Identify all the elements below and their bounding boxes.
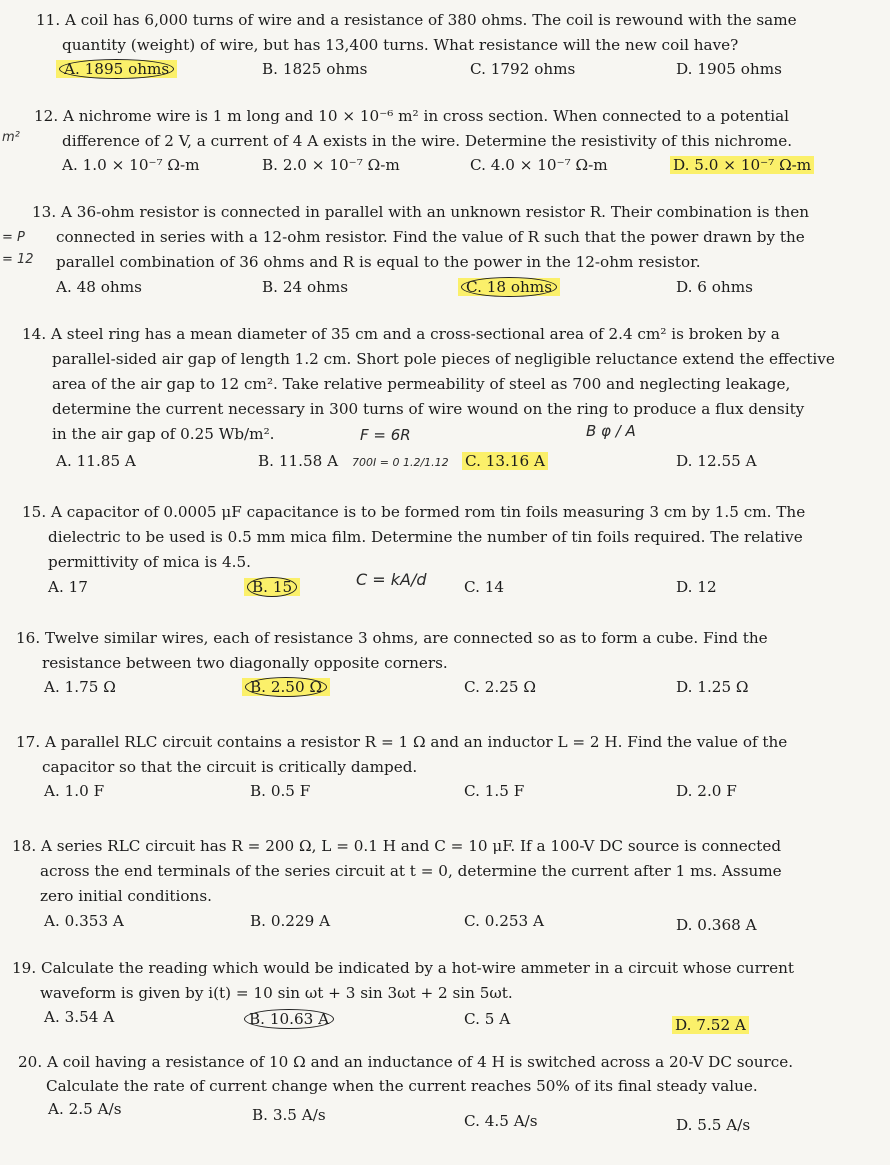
margin-note: = P — [2, 230, 25, 245]
question-number: 12. — [34, 107, 59, 125]
question-text-line: A capacitor of 0.0005 μF capacitance is to be formed rom tin foils measuring 3 cm by 1.5 cm. The — [50, 503, 806, 521]
question-text-line: parallel combination of 36 ohms and R is equal to the power in the 12-ohm resistor. — [56, 253, 701, 271]
question-number: 14. — [22, 325, 47, 343]
option-d[interactable]: D. 12.55 A — [676, 452, 757, 470]
option-b[interactable]: B. 11.58 A — [258, 452, 339, 470]
option-c[interactable] — [462, 450, 548, 472]
option-b[interactable] — [244, 1008, 334, 1030]
margin-note: m² — [2, 130, 20, 145]
question-text-line: A steel ring has a mean diameter of 35 cm and a cross-sectional area of 2.4 cm² is broken by a — [50, 325, 780, 343]
question-number: 19. — [12, 959, 37, 977]
option-a[interactable]: A. 11.85 A — [56, 452, 136, 470]
option-c[interactable]: C. 4.0 × 10⁻⁷ Ω-m — [470, 156, 608, 174]
highlighted-answer: D. 5.0 × 10⁻⁷ Ω-m — [670, 156, 814, 174]
option-a[interactable]: A. 17 — [48, 578, 88, 596]
highlighted-answer: C. 13.16 A — [462, 452, 548, 470]
question-text-line: A parallel RLC circuit contains a resistor R = 1 Ω and an inductor L = 2 H. Find the value of the — [44, 733, 788, 751]
question-text-line: A nichrome wire is 1 m long and 10 × 10⁻⁶ m² in cross section. When connected to a potential — [62, 107, 789, 125]
question-text-line: area of the air gap to 12 cm². Take relative permeability of steel as 700 and neglecting leakage, — [52, 375, 791, 393]
question-text-line: A 36-ohm resistor is connected in parallel with an unknown resistor R. Their combination is then — [60, 203, 809, 221]
option-a[interactable]: A. 3.54 A — [44, 1008, 115, 1026]
selected-option-circle: C. 18 ohms — [461, 277, 557, 297]
question-text-line: capacitor so that the circuit is critically damped. — [42, 758, 418, 776]
option-a[interactable]: A. 48 ohms — [56, 278, 142, 296]
option-d[interactable] — [670, 154, 814, 176]
question-text-line: Calculate the reading which would be indicated by a hot-wire ammeter in a circuit whose current — [40, 959, 794, 977]
selected-option-circle: A. 1895 ohms — [59, 59, 174, 79]
option-b[interactable]: B. 1825 ohms — [262, 60, 368, 78]
option-a[interactable]: A. 1.0 F — [44, 782, 105, 800]
handwritten-note: C = kA/d — [356, 570, 427, 589]
option-c[interactable]: C. 5 A — [464, 1010, 511, 1028]
option-d[interactable] — [672, 1014, 749, 1036]
option-d[interactable]: D. 5.5 A/s — [676, 1116, 751, 1134]
option-b[interactable]: B. 0.229 A — [250, 912, 331, 930]
question-text-line: parallel-sided air gap of length 1.2 cm. Short pole pieces of negligible reluctance extend the effective — [52, 350, 835, 368]
question-text-line: A coil having a resistance of 10 Ω and an inductance of 4 H is switched across a 20-V DC source. — [46, 1053, 794, 1071]
option-c[interactable]: C. 2.25 Ω — [464, 678, 536, 696]
question-text-line: dielectric to be used is 0.5 mm mica film. Determine the number of tin foils required. The relative — [48, 528, 803, 546]
option-d[interactable]: D. 1905 ohms — [676, 60, 782, 78]
question-text-line: in the air gap of 0.25 Wb/m². — [52, 425, 275, 443]
question-text-line: waveform is given by i(t) = 10 sin ωt + 3 sin 3ωt + 2 sin 5ωt. — [40, 984, 513, 1002]
option-b[interactable]: B. 3.5 A/s — [252, 1106, 326, 1124]
option-d[interactable]: D. 0.368 A — [676, 916, 757, 934]
question-number: 17. — [16, 733, 41, 751]
handwritten-note: B φ / A — [586, 422, 636, 440]
option-a[interactable]: A. 1.75 Ω — [44, 678, 116, 696]
option-b[interactable]: B. 2.0 × 10⁻⁷ Ω-m — [262, 156, 400, 174]
question-text-line: zero initial conditions. — [40, 887, 212, 905]
option-c[interactable] — [458, 276, 560, 298]
option-c[interactable]: C. 1792 ohms — [470, 60, 576, 78]
option-b[interactable]: B. 0.5 F — [250, 782, 311, 800]
question-text-line: permittivity of mica is 4.5. — [48, 553, 251, 571]
option-a[interactable]: A. 0.353 A — [44, 912, 124, 930]
margin-note: = 12 — [2, 252, 34, 267]
question-number: 13. — [32, 203, 57, 221]
option-c[interactable]: C. 4.5 A/s — [464, 1112, 538, 1130]
option-b[interactable] — [244, 576, 300, 598]
option-d[interactable]: D. 2.0 F — [676, 782, 737, 800]
highlighted-answer: D. 7.52 A — [672, 1016, 749, 1034]
question-text-line: difference of 2 V, a current of 4 A exists in the wire. Determine the resistivity of this nichrome. — [62, 132, 793, 150]
handwritten-note: 700I = 0 1.2/1.12 — [352, 456, 449, 469]
selected-option-circle: B. 15 — [247, 577, 297, 597]
question-number: 20. — [18, 1053, 43, 1071]
option-d[interactable]: D. 6 ohms — [676, 278, 753, 296]
option-c[interactable]: C. 14 — [464, 578, 505, 596]
option-b[interactable] — [242, 676, 330, 698]
question-text-line: resistance between two diagonally opposite corners. — [42, 654, 448, 672]
question-text-line: Calculate the rate of current change when the current reaches 50% of its final steady value. — [46, 1077, 758, 1095]
selected-option-circle: B. 10.63 A — [244, 1009, 334, 1029]
question-number: 11. — [36, 11, 61, 29]
question-text-line: quantity (weight) of wire, but has 13,400 turns. What resistance will the new coil have? — [62, 36, 739, 54]
question-number: 16. — [16, 629, 41, 647]
option-a[interactable]: A. 2.5 A/s — [48, 1100, 122, 1118]
option-c[interactable]: C. 0.253 A — [464, 912, 545, 930]
option-d[interactable]: D. 1.25 Ω — [676, 678, 749, 696]
question-number: 18. — [12, 837, 37, 855]
question-text-line: Twelve similar wires, each of resistance 3 ohms, are connected so as to form a cube. Find the — [44, 629, 768, 647]
option-b[interactable]: B. 24 ohms — [262, 278, 349, 296]
option-a[interactable]: A. 1.0 × 10⁻⁷ Ω-m — [62, 156, 200, 174]
question-text-line: A series RLC circuit has R = 200 Ω, L = 0.1 H and C = 10 μF. If a 100-V DC source is connected — [40, 837, 782, 855]
question-text-line: determine the current necessary in 300 turns of wire wound on the ring to produce a flux density — [52, 400, 805, 418]
option-a[interactable] — [56, 58, 177, 80]
question-text-line: across the end terminals of the series circuit at t = 0, determine the current after 1 ms. Assume — [40, 862, 782, 880]
question-number: 15. — [22, 503, 47, 521]
question-text-line: A coil has 6,000 turns of wire and a resistance of 380 ohms. The coil is rewound with the same — [64, 11, 797, 29]
option-d[interactable]: D. 12 — [676, 578, 717, 596]
question-text-line: connected in series with a 12-ohm resistor. Find the value of R such that the power drawn by the — [56, 228, 805, 246]
selected-option-circle: B. 2.50 Ω — [245, 677, 327, 697]
handwritten-note: F = 6R — [360, 426, 411, 444]
option-c[interactable]: C. 1.5 F — [464, 782, 525, 800]
